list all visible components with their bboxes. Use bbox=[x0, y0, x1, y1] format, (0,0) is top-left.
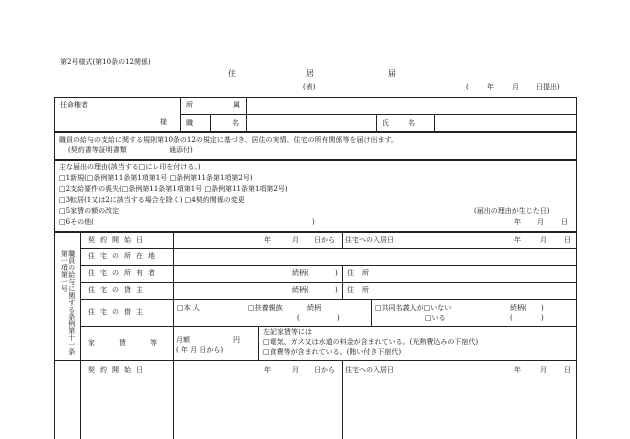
borrower-relative-check[interactable]: □扶養親族 bbox=[248, 304, 283, 312]
contract-start-from: 日から bbox=[314, 236, 335, 244]
move-in-month-2: 月 bbox=[540, 366, 547, 374]
appointer-label: 任命権者 bbox=[60, 101, 88, 109]
move-in-day-2: 日 bbox=[564, 366, 571, 374]
submit-month: 月 bbox=[512, 83, 519, 91]
owner-relation-open: 続柄( bbox=[292, 269, 309, 277]
office-label-1: 所 bbox=[186, 101, 193, 109]
reason-1[interactable]: □1新規(□条例第11条第1項第1号 □条例第11条第1項第2号) bbox=[59, 174, 253, 182]
rent-note-1[interactable]: □電気、ガス又は水道の料金が含まれている。(光熱費込みの下宿代) bbox=[263, 338, 479, 346]
move-in-month: 月 bbox=[540, 236, 547, 244]
borrower-paren-close: ) bbox=[337, 314, 340, 322]
owner-label: 住宅の所有者 bbox=[88, 269, 160, 277]
move-in-year: 年 bbox=[514, 236, 521, 244]
main-table bbox=[54, 232, 577, 439]
title-char-1: 住 bbox=[228, 69, 236, 78]
reason-date-month: 月 bbox=[537, 218, 544, 226]
reason-2[interactable]: □2支給要件の喪失(□条例第11条第1項第1号 □条例第11条第1項第2号) bbox=[59, 185, 288, 193]
move-in-day: 日 bbox=[564, 236, 571, 244]
borrower-self-check[interactable]: □本 人 bbox=[177, 304, 200, 312]
lender-relation-open: 続柄( bbox=[292, 286, 309, 294]
co-holder-relation-close: ) bbox=[541, 304, 544, 312]
lender-label: 住宅の貸主 bbox=[88, 286, 148, 294]
owner-relation-close: ) bbox=[335, 269, 338, 277]
submit-day: 日提出) bbox=[536, 83, 560, 91]
name-label-2: 名 bbox=[408, 119, 415, 127]
position-label-1: 職 bbox=[186, 119, 193, 127]
location-label: 住宅の所在地 bbox=[88, 252, 160, 260]
contract-start-month: 月 bbox=[292, 236, 299, 244]
contract-start-month-2: 月 bbox=[292, 366, 299, 374]
lender-relation-close: ) bbox=[335, 286, 338, 294]
rent-note-2[interactable]: □食費等が含まれている。(賄い付き下宿代) bbox=[263, 348, 402, 356]
reasons-heading: 主な届出の理由(該当する□にレ印を付ける。) bbox=[59, 163, 201, 171]
rent-since: ( 年 月 日から) bbox=[176, 346, 224, 354]
front-label: (表) bbox=[303, 83, 316, 91]
contract-start-from-2: 日から bbox=[314, 366, 335, 374]
borrower-label: 住宅の借主 bbox=[88, 308, 148, 316]
move-in-year-2: 年 bbox=[514, 366, 521, 374]
co-holder-yes-check[interactable]: □いる bbox=[425, 314, 446, 322]
lender-address-2: 所 bbox=[362, 286, 369, 294]
position-label-2: 名 bbox=[232, 119, 239, 127]
reason-6-close: ) bbox=[312, 218, 315, 226]
reason-6[interactable]: □6その他( bbox=[59, 218, 94, 226]
co-holder-paren-close: ) bbox=[541, 314, 544, 322]
reason-date-year: 年 bbox=[514, 218, 521, 226]
co-holder-none-check[interactable]: □共同名義人が□いない bbox=[375, 304, 452, 312]
name-label-1: 氏 bbox=[382, 119, 389, 127]
contract-start-label-2: 契約開始日 bbox=[88, 366, 148, 374]
title-char-3: 届 bbox=[388, 69, 396, 78]
form-number: 第2号様式(第10条の12関係) bbox=[60, 58, 151, 66]
contract-start-year: 年 bbox=[264, 236, 271, 244]
intro-line-2: (契約書等証明書類 bbox=[68, 146, 127, 154]
side-label: 職員の給与に関する条例第十一条第一項第一号 bbox=[60, 250, 76, 355]
office-label-2: 属 bbox=[233, 101, 240, 109]
submit-year: 年 bbox=[487, 83, 494, 91]
borrower-relation-label: 続柄 bbox=[307, 304, 321, 312]
rent-monthly-label: 月額 bbox=[176, 336, 190, 344]
contract-start-label: 契約開始日 bbox=[88, 236, 148, 244]
intro-line-2b: 通添付) bbox=[169, 146, 193, 154]
move-in-label-2: 住宅への入居日 bbox=[345, 366, 394, 374]
reason-3[interactable]: □3転居(1又は2に該当する場合を除く) □4契約関係の変更 bbox=[59, 196, 245, 204]
rent-yen: 円 bbox=[233, 336, 240, 344]
title-char-2: 居 bbox=[306, 69, 314, 78]
co-holder-relation-open: 続柄( bbox=[510, 304, 527, 312]
lender-address-1: 住 bbox=[347, 286, 354, 294]
co-holder-paren-open: ( bbox=[510, 314, 513, 322]
owner-address-2: 所 bbox=[362, 269, 369, 277]
contract-start-year-2: 年 bbox=[264, 366, 271, 374]
rent-note-heading: 左記家賃等には bbox=[263, 328, 312, 336]
reason-date-day: 日 bbox=[561, 218, 568, 226]
move-in-label: 住宅への入居日 bbox=[345, 236, 394, 244]
reason-5[interactable]: □5家賃の額の改定 bbox=[59, 207, 120, 215]
title-suffix: 様 bbox=[160, 118, 167, 126]
intro-line-1: 職員の給与の支給に関する規則第10条の12の規定に基づき、居住の実情、住宅の所有関係等を届け出ます。 bbox=[59, 136, 398, 144]
submit-open: ( bbox=[466, 83, 469, 91]
borrower-paren-open: ( bbox=[297, 314, 300, 322]
rent-label: 家賃等 bbox=[88, 339, 181, 347]
reason-date-heading: (届出の理由が生じた日) bbox=[474, 207, 550, 215]
owner-address-1: 住 bbox=[347, 269, 354, 277]
